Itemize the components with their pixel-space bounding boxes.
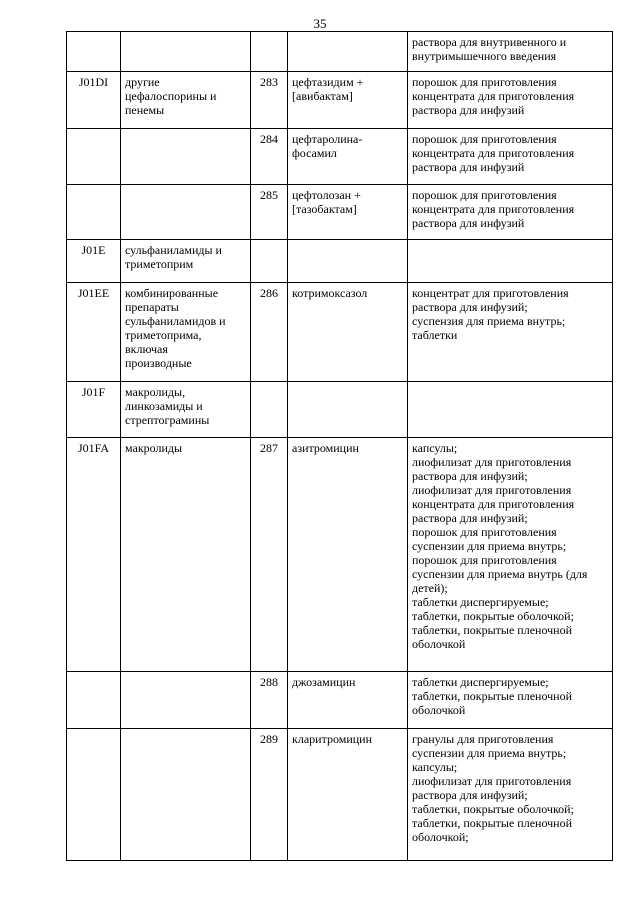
dosage-forms-line: раствора для инфузий; — [412, 788, 528, 802]
atc-group-line: линкозамиды и — [125, 399, 203, 413]
drug-name — [288, 438, 408, 672]
drug-name — [288, 283, 408, 382]
drug-name-line: [тазобактам] — [292, 202, 357, 216]
table-row — [67, 438, 613, 672]
table-row — [67, 672, 613, 729]
drug-name-line: кларитромицин — [292, 732, 373, 746]
dosage-forms-line: оболочкой — [412, 703, 466, 717]
atc-code — [67, 729, 121, 861]
atc-group — [121, 185, 251, 240]
atc-code: J01F — [67, 382, 121, 438]
dosage-forms-line: концентрата для приготовления — [412, 146, 575, 160]
drug-name-line: азитромицин — [292, 441, 359, 455]
dosage-forms-line: концентрата для приготовления — [412, 89, 575, 103]
drug-name-line: котримоксазол — [292, 286, 368, 300]
atc-group-line: препараты — [125, 300, 179, 314]
row-number — [251, 240, 288, 283]
dosage-forms-line: раствора для инфузий — [412, 160, 525, 174]
dosage-forms-line: гранулы для приготовления — [412, 732, 554, 746]
dosage-forms-line: порошок для приготовления — [412, 188, 557, 202]
dosage-forms-line: суспензия для приема внутрь; — [412, 314, 566, 328]
atc-group-line: включая — [125, 342, 168, 356]
dosage-forms-line: порошок для приготовления — [412, 525, 557, 539]
drug-name-line: джозамицин — [292, 675, 356, 689]
dosage-forms — [408, 240, 613, 283]
table-row — [67, 185, 613, 240]
atc-group — [121, 672, 251, 729]
dosage-forms-line: концентрата для приготовления — [412, 202, 575, 216]
atc-group-line: макролиды, — [125, 385, 186, 399]
drug-name-line: цефтаролина- — [292, 132, 363, 146]
dosage-forms-line: раствора для инфузий — [412, 216, 525, 230]
atc-group-line: стрептограмины — [125, 413, 210, 427]
atc-group-line: макролиды — [125, 441, 183, 455]
row-number — [251, 382, 288, 438]
atc-group-line: комбинированные — [125, 286, 219, 300]
atc-group-line: сульфаниламиды и — [125, 243, 222, 257]
dosage-forms — [408, 729, 613, 861]
dosage-forms-line: раствора для инфузий — [412, 103, 525, 117]
atc-group — [121, 438, 251, 672]
atc-group-line: производные — [125, 356, 192, 370]
dosage-forms-line: суспензии для приема внутрь (для — [412, 567, 588, 581]
row-number — [251, 32, 288, 72]
atc-group-line: пенемы — [125, 103, 165, 117]
drug-name-line: фосамил — [292, 146, 337, 160]
table-row — [67, 129, 613, 185]
atc-code — [67, 129, 121, 185]
dosage-forms-line: раствора для инфузий; — [412, 469, 528, 483]
atc-code — [67, 185, 121, 240]
dosage-forms-line: порошок для приготовления — [412, 553, 557, 567]
dosage-forms-line: внутримышечного введения — [412, 49, 557, 63]
atc-group — [121, 129, 251, 185]
dosage-forms-line: таблетки, покрытые оболочкой; — [412, 609, 574, 623]
drug-name-line: цефтолозан + — [292, 188, 361, 202]
dosage-forms — [408, 129, 613, 185]
drug-name — [288, 32, 408, 72]
table-row — [67, 729, 613, 861]
atc-group-line: триметоприм — [125, 257, 194, 271]
row-number: 286 — [251, 283, 288, 382]
table-row — [67, 32, 613, 72]
row-number: 285 — [251, 185, 288, 240]
table-row — [67, 240, 613, 283]
atc-code — [67, 672, 121, 729]
table-row — [67, 283, 613, 382]
atc-code: J01E — [67, 240, 121, 283]
dosage-forms-line: детей); — [412, 581, 448, 595]
dosage-forms-line: таблетки, покрытые пленочной — [412, 689, 573, 703]
drug-name — [288, 729, 408, 861]
atc-group — [121, 283, 251, 382]
row-number: 288 — [251, 672, 288, 729]
row-number: 289 — [251, 729, 288, 861]
row-number: 283 — [251, 72, 288, 129]
atc-group — [121, 72, 251, 129]
dosage-forms-line: порошок для приготовления — [412, 132, 557, 146]
dosage-forms-line: таблетки диспергируемые; — [412, 595, 549, 609]
dosage-forms-line: концентрат для приготовления — [412, 286, 569, 300]
dosage-forms-line: раствора для инфузий; — [412, 511, 528, 525]
dosage-forms-line: раствора для внутривенного и — [412, 35, 567, 49]
dosage-forms-line: капсулы; — [412, 760, 458, 774]
table-row — [67, 382, 613, 438]
dosage-forms-line: лиофилизат для приготовления — [412, 483, 572, 497]
atc-group — [121, 240, 251, 283]
atc-group — [121, 729, 251, 861]
dosage-forms-line: таблетки, покрытые оболочкой; — [412, 802, 574, 816]
dosage-forms — [408, 438, 613, 672]
dosage-forms-line: раствора для инфузий; — [412, 300, 528, 314]
drug-table — [66, 31, 613, 861]
dosage-forms-line: оболочкой; — [412, 830, 469, 844]
dosage-forms-line: лиофилизат для приготовления — [412, 455, 572, 469]
dosage-forms-line: лиофилизат для приготовления — [412, 774, 572, 788]
table-row — [67, 72, 613, 129]
dosage-forms-line: суспензии для приема внутрь; — [412, 539, 567, 553]
row-number: 287 — [251, 438, 288, 672]
atc-code: J01DI — [67, 72, 121, 129]
atc-group — [121, 32, 251, 72]
drug-name — [288, 185, 408, 240]
dosage-forms-line: концентрата для приготовления — [412, 497, 575, 511]
row-number: 284 — [251, 129, 288, 185]
dosage-forms — [408, 32, 613, 72]
dosage-forms — [408, 283, 613, 382]
dosage-forms — [408, 185, 613, 240]
dosage-forms-line: суспензии для приема внутрь; — [412, 746, 567, 760]
drug-name-line: цефтазидим + — [292, 75, 364, 89]
atc-group-line: цефалоспорины и — [125, 89, 217, 103]
atc-group-line: триметоприма, — [125, 328, 202, 342]
atc-code: J01EE — [67, 283, 121, 382]
atc-group-line: другие — [125, 75, 160, 89]
drug-name — [288, 382, 408, 438]
drug-name — [288, 240, 408, 283]
dosage-forms-line: таблетки, покрытые пленочной — [412, 623, 573, 637]
dosage-forms-line: таблетки — [412, 328, 458, 342]
atc-code — [67, 32, 121, 72]
atc-group-line: сульфаниламидов и — [125, 314, 226, 328]
dosage-forms-line: таблетки, покрытые пленочной — [412, 816, 573, 830]
drug-name-line: [авибактам] — [292, 89, 353, 103]
dosage-forms — [408, 382, 613, 438]
dosage-forms-line: порошок для приготовления — [412, 75, 557, 89]
atc-group — [121, 382, 251, 438]
dosage-forms — [408, 672, 613, 729]
dosage-forms — [408, 72, 613, 129]
atc-code: J01FA — [67, 438, 121, 672]
page-number: 35 — [313, 16, 327, 31]
drug-name — [288, 129, 408, 185]
dosage-forms-line: капсулы; — [412, 441, 458, 455]
drug-name — [288, 672, 408, 729]
drug-name — [288, 72, 408, 129]
dosage-forms-line: таблетки диспергируемые; — [412, 675, 549, 689]
dosage-forms-line: оболочкой — [412, 637, 466, 651]
